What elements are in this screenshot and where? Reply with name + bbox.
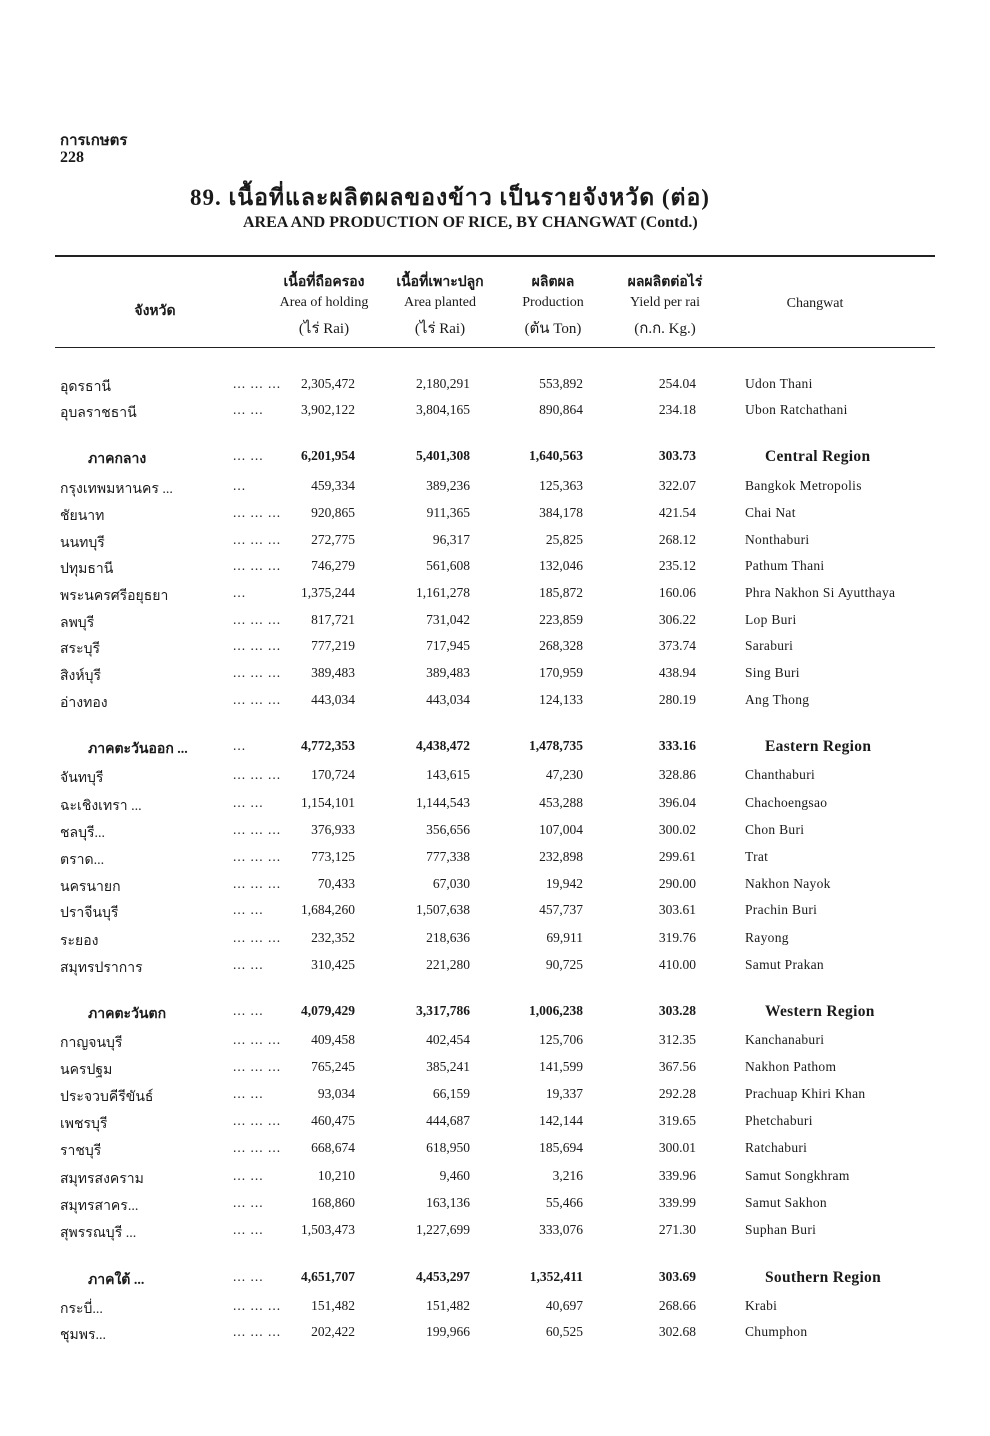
- row-name-thai: สุพรรณบุรี ...: [60, 1226, 137, 1241]
- leader-dots: ... ...: [233, 1168, 264, 1183]
- row-name-english: Chai Nat: [745, 505, 796, 520]
- row-name-english: Chachoengsao: [745, 795, 828, 810]
- area-of-holding: 70,433: [317, 876, 355, 891]
- leader-dots: ... ... ...: [233, 1032, 282, 1047]
- table-row: [0, 1032, 990, 1054]
- leader-dots: ...: [233, 738, 247, 753]
- area-planted: 3,317,786: [416, 1003, 470, 1018]
- row-name-thai: นครปฐม: [60, 1063, 113, 1078]
- row-name-english: Chon Buri: [745, 822, 805, 837]
- row-name-thai: ประจวบคีรีขันธ์: [60, 1090, 154, 1105]
- area-planted: 2,180,291: [416, 376, 470, 391]
- yield-per-rai: 328.86: [658, 767, 696, 782]
- leader-dots: ... ... ...: [233, 612, 282, 627]
- yield-per-rai: 302.68: [658, 1324, 696, 1339]
- row-name-english: Southern Region: [765, 1269, 882, 1286]
- yield-per-rai: 235.12: [658, 558, 696, 573]
- area-planted: 1,507,638: [416, 902, 470, 917]
- row-name-english: Samut Prakan: [745, 957, 824, 972]
- row-name-thai: กาญจนบุรี: [60, 1036, 123, 1051]
- row-name-thai: ภาคใต้ ...: [88, 1273, 145, 1288]
- column-header-yield-unit: (ก.ก. Kg.): [634, 321, 696, 337]
- yield-per-rai: 339.96: [658, 1168, 696, 1183]
- leader-dots: ... ... ...: [233, 930, 282, 945]
- row-name-english: Trat: [745, 849, 769, 864]
- column-header-planted-thai: เนื้อที่เพาะปลูก: [396, 275, 484, 290]
- row-name-thai: ชลบุรี...: [60, 826, 105, 841]
- leader-dots: ... ...: [233, 402, 264, 417]
- production: 232,898: [539, 849, 583, 864]
- row-name-english: Chanthaburi: [745, 767, 816, 782]
- yield-per-rai: 254.04: [658, 376, 696, 391]
- table-row: [0, 532, 990, 554]
- production: 60,525: [545, 1324, 583, 1339]
- area-of-holding: 1,375,244: [301, 585, 355, 600]
- production: 107,004: [539, 822, 583, 837]
- production: 19,942: [545, 876, 583, 891]
- yield-per-rai: 438.94: [658, 665, 696, 680]
- table-row: [0, 1324, 990, 1346]
- row-name-english: Ang Thong: [745, 692, 810, 707]
- row-name-thai: สมุทรปราการ: [60, 961, 143, 976]
- row-name-thai: ปราจีนบุรี: [60, 906, 119, 921]
- row-name-thai: จันทบุรี: [60, 771, 104, 786]
- page-number: 228: [60, 149, 84, 166]
- production: 268,328: [539, 638, 583, 653]
- yield-per-rai: 290.00: [658, 876, 696, 891]
- production: 47,230: [545, 767, 583, 782]
- row-name-english: Sing Buri: [745, 665, 800, 680]
- leader-dots: ... ...: [233, 957, 264, 972]
- row-name-english: Kanchanaburi: [745, 1032, 825, 1047]
- leader-dots: ...: [233, 478, 247, 493]
- area-of-holding: 1,154,101: [301, 795, 355, 810]
- area-planted: 67,030: [432, 876, 470, 891]
- row-name-english: Ratchaburi: [745, 1140, 808, 1155]
- area-planted: 1,144,543: [416, 795, 470, 810]
- table-row: [0, 638, 990, 660]
- row-name-thai: กระบี่...: [60, 1302, 103, 1317]
- leader-dots: ... ... ...: [233, 822, 282, 837]
- table-row: [0, 1113, 990, 1135]
- column-header-production-english: Production: [522, 295, 584, 310]
- yield-per-rai: 292.28: [658, 1086, 696, 1101]
- row-name-english: Rayong: [745, 930, 789, 945]
- production: 3,216: [552, 1168, 583, 1183]
- production: 453,288: [539, 795, 583, 810]
- row-name-thai: ตราด...: [60, 853, 105, 868]
- area-of-holding: 93,034: [317, 1086, 355, 1101]
- row-name-thai: ฉะเชิงเทรา ...: [60, 799, 142, 814]
- yield-per-rai: 268.66: [658, 1298, 696, 1313]
- area-planted: 911,365: [426, 505, 470, 520]
- row-name-thai: อุดรธานี: [60, 380, 111, 395]
- production: 185,872: [539, 585, 583, 600]
- row-name-thai: ปทุมธานี: [60, 562, 114, 577]
- area-of-holding: 232,352: [311, 930, 355, 945]
- row-name-thai: อ่างทอง: [60, 696, 108, 711]
- area-planted: 9,460: [439, 1168, 470, 1183]
- row-name-thai: ระยอง: [60, 934, 99, 949]
- yield-per-rai: 268.12: [658, 532, 696, 547]
- production: 19,337: [545, 1086, 583, 1101]
- area-of-holding: 817,721: [311, 612, 355, 627]
- row-name-thai: นนทบุรี: [60, 536, 105, 551]
- production: 553,892: [539, 376, 583, 391]
- row-name-english: Chumphon: [745, 1324, 808, 1339]
- row-name-thai: ลพบุรี: [60, 616, 95, 631]
- row-name-thai: สมุทรสาคร...: [60, 1199, 139, 1214]
- row-name-thai: สมุทรสงคราม: [60, 1172, 144, 1187]
- row-name-thai: สระบุรี: [60, 642, 100, 657]
- table-row: [0, 478, 990, 500]
- area-of-holding: 310,425: [311, 957, 355, 972]
- area-of-holding: 1,684,260: [301, 902, 355, 917]
- area-of-holding: 765,245: [311, 1059, 355, 1074]
- production: 125,706: [539, 1032, 583, 1047]
- area-planted: 151,482: [426, 1298, 470, 1313]
- row-name-english: Pathum Thani: [745, 558, 825, 573]
- area-planted: 1,227,699: [416, 1222, 470, 1237]
- region-subtotal-row: [0, 448, 990, 470]
- table-row: [0, 902, 990, 924]
- yield-per-rai: 319.65: [658, 1113, 696, 1128]
- row-name-english: Saraburi: [745, 638, 794, 653]
- row-name-english: Eastern Region: [765, 738, 872, 755]
- production: 333,076: [539, 1222, 583, 1237]
- area-of-holding: 460,475: [311, 1113, 355, 1128]
- area-of-holding: 4,651,707: [301, 1269, 355, 1284]
- area-planted: 777,338: [426, 849, 470, 864]
- table-row: [0, 1086, 990, 1108]
- area-planted: 96,317: [432, 532, 470, 547]
- row-name-thai: ชุมพร...: [60, 1328, 106, 1343]
- leader-dots: ... ...: [233, 795, 264, 810]
- area-planted: 443,034: [426, 692, 470, 707]
- table-row: [0, 1298, 990, 1320]
- area-of-holding: 773,125: [311, 849, 355, 864]
- area-planted: 402,454: [426, 1032, 470, 1047]
- area-of-holding: 4,079,429: [301, 1003, 355, 1018]
- area-planted: 1,161,278: [416, 585, 470, 600]
- leader-dots: ... ... ...: [233, 849, 282, 864]
- area-planted: 356,656: [426, 822, 470, 837]
- area-planted: 731,042: [426, 612, 470, 627]
- row-name-english: Nakhon Nayok: [745, 876, 831, 891]
- row-name-thai: ภาคตะวันตก: [88, 1007, 167, 1022]
- column-header-changwat-thai: จังหวัด: [134, 304, 176, 319]
- leader-dots: ... ... ...: [233, 665, 282, 680]
- area-of-holding: 4,772,353: [301, 738, 355, 753]
- row-name-thai: ราชบุรี: [60, 1144, 102, 1159]
- row-name-thai: สิงห์บุรี: [60, 669, 102, 684]
- row-name-english: Bangkok Metropolis: [745, 478, 862, 493]
- area-planted: 389,236: [426, 478, 470, 493]
- header-rule: [55, 347, 935, 348]
- yield-per-rai: 367.56: [658, 1059, 696, 1074]
- area-of-holding: 443,034: [311, 692, 355, 707]
- production: 69,911: [546, 930, 583, 945]
- leader-dots: ... ...: [233, 1222, 264, 1237]
- top-rule: [55, 255, 935, 257]
- area-of-holding: 920,865: [311, 505, 355, 520]
- production: 132,046: [539, 558, 583, 573]
- table-row: [0, 1222, 990, 1244]
- yield-per-rai: 303.61: [658, 902, 696, 917]
- section-label: การเกษตร: [60, 133, 128, 149]
- leader-dots: ... ... ...: [233, 1059, 282, 1074]
- table-row: [0, 1140, 990, 1162]
- production: 1,640,563: [529, 448, 583, 463]
- area-of-holding: 3,902,122: [301, 402, 355, 417]
- area-of-holding: 389,483: [311, 665, 355, 680]
- production: 40,697: [545, 1298, 583, 1313]
- column-header-holding-unit: (ไร่ Rai): [298, 321, 350, 337]
- table-row: [0, 822, 990, 844]
- area-planted: 444,687: [426, 1113, 470, 1128]
- area-planted: 66,159: [432, 1086, 470, 1101]
- area-planted: 389,483: [426, 665, 470, 680]
- column-header-production-unit: (ตัน Ton): [524, 321, 582, 337]
- area-of-holding: 151,482: [311, 1298, 355, 1313]
- area-of-holding: 168,860: [311, 1195, 355, 1210]
- area-of-holding: 1,503,473: [301, 1222, 355, 1237]
- yield-per-rai: 333.16: [658, 738, 696, 753]
- area-of-holding: 170,724: [311, 767, 355, 782]
- production: 1,352,411: [529, 1269, 583, 1284]
- table-row: [0, 505, 990, 527]
- area-planted: 618,950: [426, 1140, 470, 1155]
- row-name-thai: กรุงเทพมหานคร ...: [60, 482, 173, 497]
- area-planted: 385,241: [426, 1059, 470, 1074]
- row-name-english: Nakhon Pathom: [745, 1059, 837, 1074]
- row-name-english: Central Region: [765, 448, 871, 465]
- table-row: [0, 585, 990, 607]
- leader-dots: ... ... ...: [233, 558, 282, 573]
- area-of-holding: 376,933: [311, 822, 355, 837]
- region-subtotal-row: [0, 1269, 990, 1291]
- row-name-english: Suphan Buri: [745, 1222, 817, 1237]
- table-row: [0, 930, 990, 952]
- table-row: [0, 665, 990, 687]
- leader-dots: ... ... ...: [233, 1298, 282, 1313]
- leader-dots: ... ...: [233, 1195, 264, 1210]
- area-of-holding: 409,458: [311, 1032, 355, 1047]
- row-name-english: Krabi: [745, 1298, 778, 1313]
- production: 55,466: [545, 1195, 583, 1210]
- area-planted: 199,966: [426, 1324, 470, 1339]
- leader-dots: ... ... ...: [233, 1140, 282, 1155]
- row-name-english: Phra Nakhon Si Ayutthaya: [745, 585, 896, 600]
- leader-dots: ... ... ...: [233, 1324, 282, 1339]
- table-row: [0, 795, 990, 817]
- area-planted: 717,945: [426, 638, 470, 653]
- production: 185,694: [539, 1140, 583, 1155]
- area-planted: 143,615: [426, 767, 470, 782]
- row-name-english: Phetchaburi: [745, 1113, 813, 1128]
- leader-dots: ... ... ...: [233, 1113, 282, 1128]
- yield-per-rai: 299.61: [658, 849, 696, 864]
- column-header-production-thai: ผลิตผล: [531, 275, 575, 290]
- yield-per-rai: 373.74: [658, 638, 696, 653]
- row-name-english: Samut Sakhon: [745, 1195, 827, 1210]
- area-planted: 5,401,308: [416, 448, 470, 463]
- area-planted: 163,136: [426, 1195, 470, 1210]
- table-row: [0, 1195, 990, 1217]
- table-row: [0, 402, 990, 424]
- column-header-changwat-english: Changwat: [786, 296, 844, 311]
- yield-per-rai: 303.69: [658, 1269, 696, 1284]
- yield-per-rai: 160.06: [658, 585, 696, 600]
- column-header-yield-thai: ผลผลิตต่อไร่: [627, 275, 703, 290]
- column-header-planted-unit: (ไร่ Rai): [414, 321, 466, 337]
- leader-dots: ... ... ...: [233, 638, 282, 653]
- yield-per-rai: 306.22: [658, 612, 696, 627]
- table-row: [0, 1168, 990, 1190]
- table-title-english: AREA AND PRODUCTION OF RICE, BY CHANGWAT (Contd.): [243, 214, 698, 231]
- area-of-holding: 668,674: [311, 1140, 355, 1155]
- yield-per-rai: 271.30: [658, 1222, 696, 1237]
- yield-per-rai: 319.76: [658, 930, 696, 945]
- area-planted: 561,608: [426, 558, 470, 573]
- leader-dots: ... ... ...: [233, 532, 282, 547]
- leader-dots: ... ... ...: [233, 692, 282, 707]
- row-name-english: Western Region: [765, 1003, 875, 1020]
- production: 1,006,238: [529, 1003, 583, 1018]
- area-planted: 218,636: [426, 930, 470, 945]
- production: 142,144: [539, 1113, 583, 1128]
- area-of-holding: 746,279: [311, 558, 355, 573]
- column-header-holding-thai: เนื้อที่ถือครอง: [283, 275, 365, 290]
- leader-dots: ... ...: [233, 902, 264, 917]
- leader-dots: ... ...: [233, 1269, 264, 1284]
- yield-per-rai: 339.99: [658, 1195, 696, 1210]
- column-header-yield-english: Yield per rai: [630, 295, 700, 310]
- leader-dots: ... ... ...: [233, 876, 282, 891]
- area-planted: 4,453,297: [416, 1269, 470, 1284]
- production: 223,859: [539, 612, 583, 627]
- production: 124,133: [539, 692, 583, 707]
- column-header-planted-english: Area planted: [404, 295, 476, 310]
- row-name-english: Prachuap Khiri Khan: [745, 1086, 866, 1101]
- production: 457,737: [539, 902, 583, 917]
- table-row: [0, 1059, 990, 1081]
- row-name-english: Lop Buri: [745, 612, 797, 627]
- production: 141,599: [539, 1059, 583, 1074]
- yield-per-rai: 421.54: [658, 505, 696, 520]
- area-planted: 221,280: [426, 957, 470, 972]
- table-row: [0, 558, 990, 580]
- yield-per-rai: 312.35: [658, 1032, 696, 1047]
- leader-dots: ... ... ...: [233, 767, 282, 782]
- area-of-holding: 202,422: [311, 1324, 355, 1339]
- row-name-english: Udon Thani: [745, 376, 813, 391]
- area-of-holding: 459,334: [311, 478, 355, 493]
- area-of-holding: 272,775: [311, 532, 355, 547]
- leader-dots: ... ... ...: [233, 505, 282, 520]
- production: 125,363: [539, 478, 583, 493]
- area-of-holding: 6,201,954: [301, 448, 355, 463]
- region-subtotal-row: [0, 738, 990, 760]
- row-name-thai: อุบลราชธานี: [60, 406, 137, 421]
- yield-per-rai: 303.73: [658, 448, 696, 463]
- area-of-holding: 777,219: [311, 638, 355, 653]
- table-row: [0, 376, 990, 398]
- table-row: [0, 767, 990, 789]
- yield-per-rai: 300.02: [658, 822, 696, 837]
- yield-per-rai: 322.07: [658, 478, 696, 493]
- leader-dots: ... ...: [233, 1086, 264, 1101]
- production: 90,725: [545, 957, 583, 972]
- area-planted: 3,804,165: [416, 402, 470, 417]
- row-name-thai: นครนายก: [60, 880, 121, 895]
- production: 170,959: [539, 665, 583, 680]
- row-name-thai: เพชรบุรี: [60, 1117, 108, 1132]
- table-row: [0, 957, 990, 979]
- region-subtotal-row: [0, 1003, 990, 1025]
- row-name-english: Samut Songkhram: [745, 1168, 850, 1183]
- row-name-thai: ชัยนาท: [60, 509, 105, 524]
- production: 25,825: [545, 532, 583, 547]
- row-name-english: Prachin Buri: [745, 902, 818, 917]
- area-of-holding: 10,210: [317, 1168, 355, 1183]
- row-name-thai: ภาคตะวันออก ...: [88, 742, 188, 757]
- leader-dots: ...: [233, 585, 247, 600]
- production: 384,178: [539, 505, 583, 520]
- production: 1,478,735: [529, 738, 583, 753]
- production: 890,864: [539, 402, 583, 417]
- row-name-english: Ubon Ratchathani: [745, 402, 848, 417]
- yield-per-rai: 410.00: [658, 957, 696, 972]
- leader-dots: ... ... ...: [233, 376, 282, 391]
- yield-per-rai: 300.01: [658, 1140, 696, 1155]
- yield-per-rai: 234.18: [658, 402, 696, 417]
- yield-per-rai: 396.04: [658, 795, 696, 810]
- yield-per-rai: 303.28: [658, 1003, 696, 1018]
- table-row: [0, 876, 990, 898]
- leader-dots: ... ...: [233, 448, 264, 463]
- column-header-holding-english: Area of holding: [279, 295, 369, 310]
- row-name-english: Nonthaburi: [745, 532, 810, 547]
- row-name-thai: ภาคกลาง: [88, 452, 147, 467]
- leader-dots: ... ...: [233, 1003, 264, 1018]
- table-row: [0, 612, 990, 634]
- area-of-holding: 2,305,472: [301, 376, 355, 391]
- table-row: [0, 849, 990, 871]
- area-planted: 4,438,472: [416, 738, 470, 753]
- table-row: [0, 692, 990, 714]
- table-title-thai: 89. เนื้อที่และผลิตผลของข้าว เป็นรายจังหวัด (ต่อ): [190, 185, 710, 210]
- yield-per-rai: 280.19: [658, 692, 696, 707]
- row-name-thai: พระนครศรีอยุธยา: [60, 589, 169, 604]
